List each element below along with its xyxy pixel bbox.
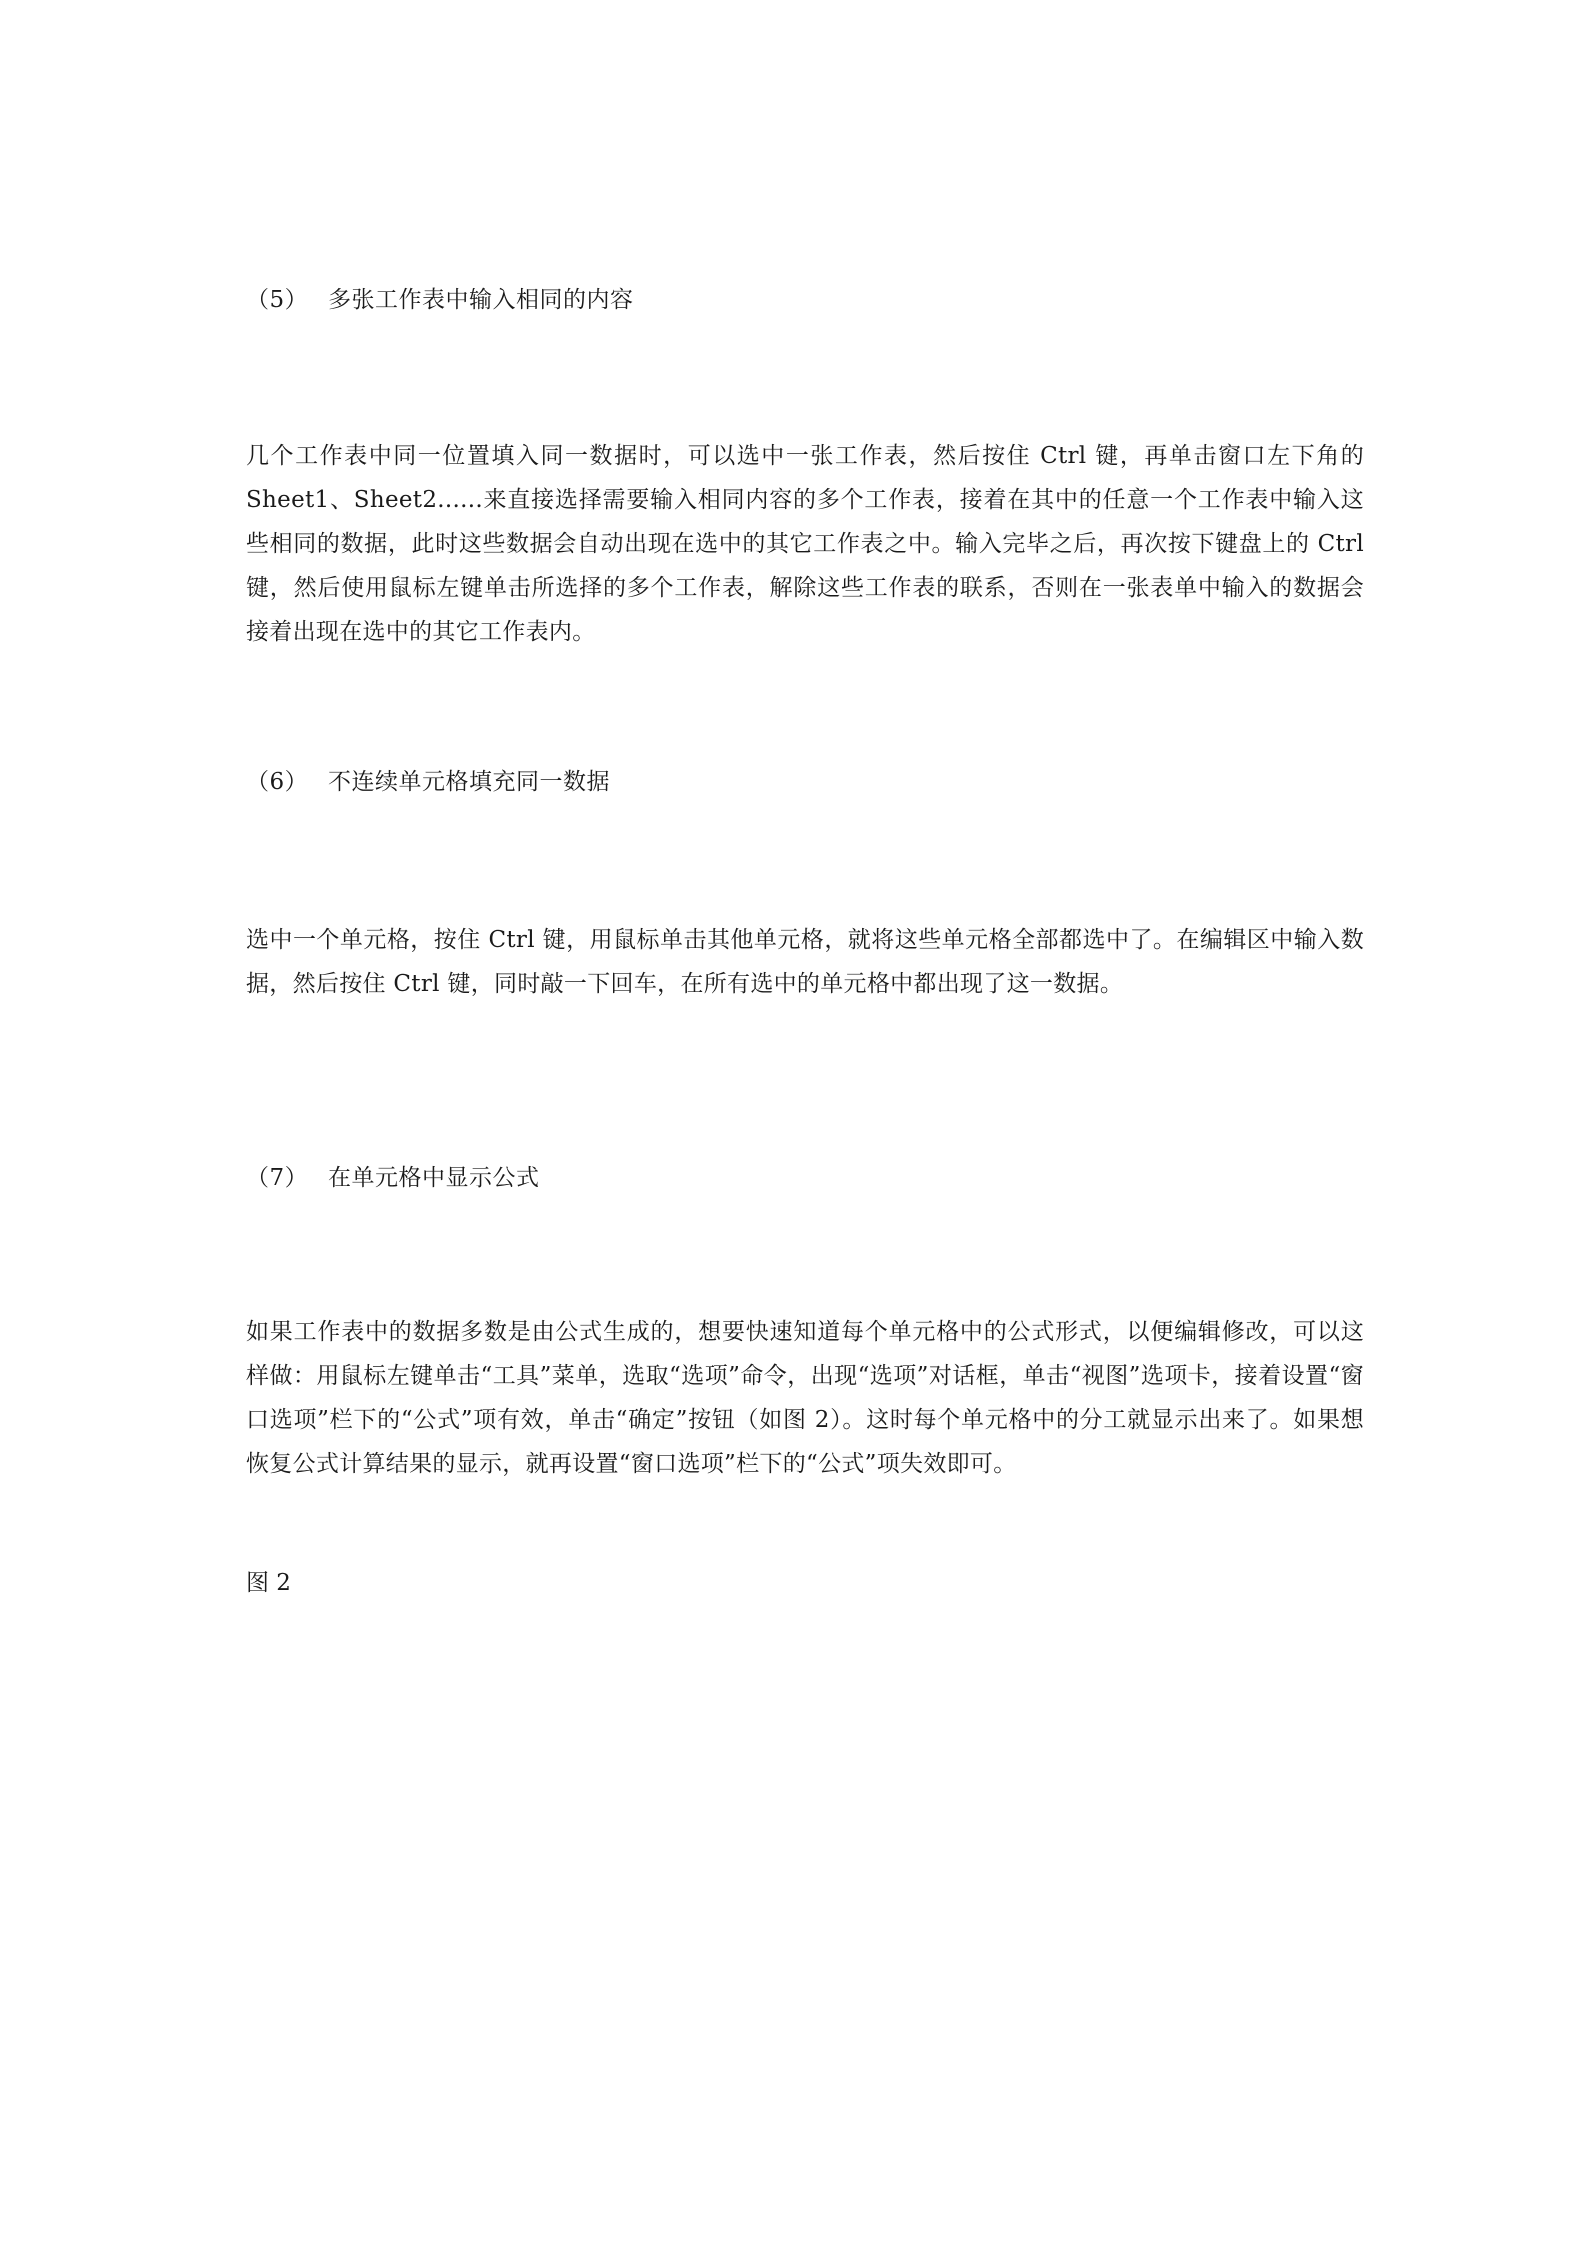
section-6-heading (246, 767, 610, 797)
section-6-paragraph: 选中一个单元格，按住 Ctrl 键，用鼠标单击其他单元格，就将这些单元格全部都选中了。在编辑区中输入数据，然后按住 Ctrl 键，同时敲一下回车，在所有选中的单元格中都出现了这一数据。 (246, 927, 1364, 997)
section-title: 在单元格中显示公式 (328, 1165, 540, 1191)
section-number: （5） (246, 287, 309, 313)
section-5-paragraph: 几个工作表中同一位置填入同一数据时，可以选中一张工作表，然后按住 Ctrl 键，再单击窗口左下角的 Sheet1、Sheet2......来直接选择需要输入相同内容的多个工作表，接着在其中的任意一个工作表中输入这些相同的数据，此时这些数据会自动出现在选中的其它工作表之中。输入完毕之后，再次按下键盘上的 Ctrl 键，然后使用鼠标左键单击所选择的多个工作表，解除这些工作表的联系，否则在一张表单中输入的数据会接着出现在选中的其它工作表内。 (246, 443, 1364, 645)
section-7-paragraph: 如果工作表中的数据多数是由公式生成的，想要快速知道每个单元格中的公式形式，以便编辑修改，可以这样做：用鼠标左键单击“工具”菜单，选取“选项”命令，出现“选项”对话框，单击“视图”选项卡，接着设置“窗口选项”栏下的“公式”项有效，单击“确定”按钮（如图 2）。这时每个单元格中的分工就显示出来了。如果想恢复公式计算结果的显示，就再设置“窗口选项”栏下的“公式”项失效即可。 (246, 1319, 1364, 1477)
figure-caption: 图 2 (246, 1570, 291, 1596)
section-number: （7） (246, 1165, 309, 1191)
section-number: （6） (246, 769, 309, 795)
section-title: 多张工作表中输入相同的内容 (328, 287, 634, 313)
section-7-heading (246, 1163, 540, 1193)
section-5-heading (246, 285, 634, 315)
section-title: 不连续单元格填充同一数据 (328, 769, 610, 795)
